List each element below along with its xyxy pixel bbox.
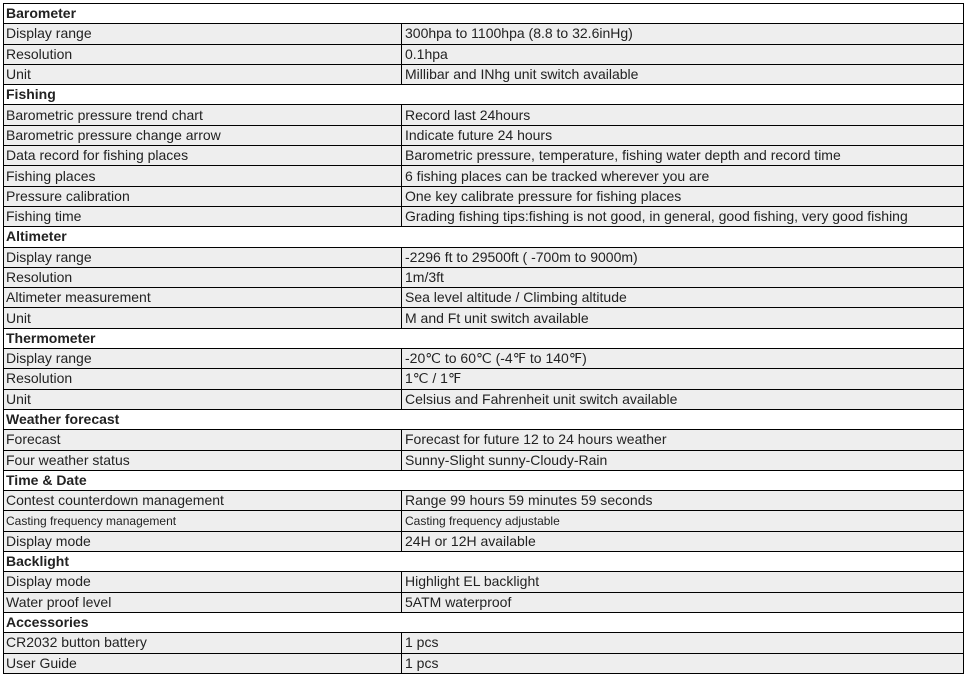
specification-table: [3, 3, 964, 674]
spec-row: [4, 389, 964, 409]
spec-label: Fishing time: [4, 206, 402, 226]
section-title: Altimeter: [4, 227, 964, 247]
spec-row: [4, 44, 964, 64]
spec-row: [4, 166, 964, 186]
spec-label: Contest counterdown management: [4, 491, 402, 511]
spec-row: [4, 369, 964, 389]
spec-row: [4, 24, 964, 44]
section-header-row: [4, 85, 964, 105]
spec-row: [4, 592, 964, 612]
spec-row: [4, 531, 964, 551]
spec-value: 1m/3ft: [402, 267, 964, 287]
spec-label: Casting frequency management: [4, 511, 402, 531]
spec-row: [4, 430, 964, 450]
spec-value: Record last 24hours: [402, 105, 964, 125]
specification-table-body: [4, 4, 964, 674]
section-header-row: [4, 470, 964, 490]
spec-value: 0.1hpa: [402, 44, 964, 64]
spec-label: Data record for fishing places: [4, 146, 402, 166]
spec-row: [4, 64, 964, 84]
spec-row: [4, 653, 964, 673]
spec-value: Barometric pressure, temperature, fishing water depth and record time: [402, 146, 964, 166]
spec-row: [4, 491, 964, 511]
section-title: Thermometer: [4, 328, 964, 348]
spec-label: Unit: [4, 308, 402, 328]
spec-label: CR2032 button battery: [4, 633, 402, 653]
spec-value: 300hpa to 1100hpa (8.8 to 32.6inHg): [402, 24, 964, 44]
spec-label: Barometric pressure trend chart: [4, 105, 402, 125]
spec-row: [4, 450, 964, 470]
spec-value: Sea level altitude / Climbing altitude: [402, 288, 964, 308]
spec-row: [4, 267, 964, 287]
spec-value: -20℃ to 60℃ (-4℉ to 140℉): [402, 349, 964, 369]
spec-row: [4, 349, 964, 369]
spec-value: Grading fishing tips:fishing is not good, in general, good fishing, very good fishing: [402, 206, 964, 226]
section-title: Barometer: [4, 4, 964, 24]
spec-row: [4, 572, 964, 592]
section-header-row: [4, 4, 964, 24]
spec-label: Barometric pressure change arrow: [4, 125, 402, 145]
spec-row: [4, 511, 964, 531]
spec-label: Resolution: [4, 44, 402, 64]
section-title: Accessories: [4, 612, 964, 632]
section-header-row: [4, 328, 964, 348]
section-title: Fishing: [4, 85, 964, 105]
section-header-row: [4, 227, 964, 247]
section-title: Weather forecast: [4, 409, 964, 429]
spec-value: 24H or 12H available: [402, 531, 964, 551]
spec-label: Altimeter measurement: [4, 288, 402, 308]
spec-label: Four weather status: [4, 450, 402, 470]
spec-value: 1 pcs: [402, 633, 964, 653]
spec-label: Display mode: [4, 572, 402, 592]
spec-value: Sunny-Slight sunny-Cloudy-Rain: [402, 450, 964, 470]
section-title: Backlight: [4, 552, 964, 572]
spec-row: [4, 308, 964, 328]
spec-value: One key calibrate pressure for fishing places: [402, 186, 964, 206]
spec-label: Unit: [4, 64, 402, 84]
spec-label: Display range: [4, 247, 402, 267]
spec-row: [4, 247, 964, 267]
spec-label: Display range: [4, 349, 402, 369]
spec-label: Water proof level: [4, 592, 402, 612]
spec-row: [4, 146, 964, 166]
spec-value: Forecast for future 12 to 24 hours weather: [402, 430, 964, 450]
spec-label: Fishing places: [4, 166, 402, 186]
spec-row: [4, 125, 964, 145]
spec-value: 1℃ / 1℉: [402, 369, 964, 389]
spec-value: Highlight EL backlight: [402, 572, 964, 592]
spec-label: Pressure calibration: [4, 186, 402, 206]
spec-value: 6 fishing places can be tracked wherever you are: [402, 166, 964, 186]
spec-value: 5ATM waterproof: [402, 592, 964, 612]
spec-value: Celsius and Fahrenheit unit switch available: [402, 389, 964, 409]
spec-row: [4, 186, 964, 206]
section-header-row: [4, 552, 964, 572]
spec-label: Display range: [4, 24, 402, 44]
spec-value: Millibar and INhg unit switch available: [402, 64, 964, 84]
spec-row: [4, 206, 964, 226]
spec-value: Casting frequency adjustable: [402, 511, 964, 531]
section-title: Time & Date: [4, 470, 964, 490]
spec-label: Display mode: [4, 531, 402, 551]
spec-label: User Guide: [4, 653, 402, 673]
spec-label: Resolution: [4, 369, 402, 389]
spec-label: Resolution: [4, 267, 402, 287]
spec-label: Forecast: [4, 430, 402, 450]
spec-row: [4, 288, 964, 308]
spec-row: [4, 633, 964, 653]
spec-value: Indicate future 24 hours: [402, 125, 964, 145]
section-header-row: [4, 409, 964, 429]
section-header-row: [4, 612, 964, 632]
spec-value: Range 99 hours 59 minutes 59 seconds: [402, 491, 964, 511]
spec-value: 1 pcs: [402, 653, 964, 673]
spec-label: Unit: [4, 389, 402, 409]
spec-value: -2296 ft to 29500ft ( -700m to 9000m): [402, 247, 964, 267]
spec-value: M and Ft unit switch available: [402, 308, 964, 328]
spec-row: [4, 105, 964, 125]
